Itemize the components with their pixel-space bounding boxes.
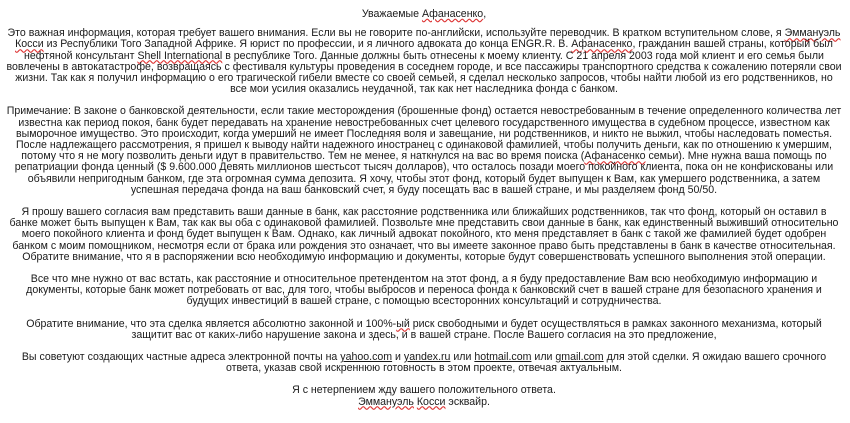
salutation-suffix: ,: [483, 8, 487, 20]
signature-first-name: Эммануэль: [358, 395, 414, 408]
paragraph-legal: Обратите внимание, что эта сделка является абсолютно законной и 100%-ый риск свободными и будет осуществляться в рамках законного механизма, который защитит вас от каких-либо нарушение закона и здесь, и в вашей стране. После Вашего согласия на это предложение,: [26, 317, 822, 341]
client-name: Афанасенко: [571, 38, 633, 51]
salutation: [6, 9, 842, 20]
paragraph-requirements: Все что мне нужно от вас встать, как расстояние и относительное претендентом на этот фонд, а я буду предоставление Вам всю необходимую информацию и документы, которые банк может потребовать от вас, для того, чтобы выбросов и переноса фонда к банковский счет в вашей стране для безопасного хранения и будущих инвестиций в вашей стране, с помощью всесторонних консультаций и сотрудничества.: [26, 273, 822, 308]
misspelled-word: ый: [396, 317, 410, 330]
email-letter-body: [6, 9, 842, 408]
link-yahoo[interactable]: yahoo.com: [340, 351, 393, 364]
paragraph-email: Вы советуют создающих частные адреса электронной почты на yahoo.com и yandex.ru или hotmail.com или gmail.com для этой сделки. Я ожидаю вашего срочного ответа, указав свой искреннюю готовность в этом проекте, отвечая актуальным.: [21, 351, 827, 375]
salutation-name: Афанасенко: [421, 8, 484, 20]
signature: Эммануэль Косси эсквайр.: [358, 395, 490, 408]
link-gmail[interactable]: gmail.com: [555, 351, 604, 364]
paragraph-request: Я прошу вашего согласия вам представить ваши данные в банк, как расстояние родственника или ближайших родственников, так что фонд, который он оставил в банке может быть выпущен к Вам, так как вы оба с одинаковой фамилией. Позвольте мне представить свои данные в банк, как единственный выживший относительно моего покойного клиента и фонд будет выпущен к Вам. Однако, как личный адвокат покойного, кто меня представляет в банк с такой же фамилией будет одобрен банком с моим помощником, несмотря если от брака или рождения это означает, что вы имеете законное право быть представлены в банк в качестве относительная. Обратите внимание, что я в распоряжении всю необходимую информацию и документы, которые будут совершенствовать успешного выполнения этой операции.: [9, 206, 839, 263]
sender-last-name: Косси: [15, 38, 44, 51]
link-yandex[interactable]: yandex.ru: [403, 351, 451, 364]
signature-last-name: Косси: [416, 395, 446, 408]
paragraph-note: Примечание: В законе о банковской деятельности, если такие месторождения (брошенные фонд) остается невостребованным в течение определенного количества лет известна как период покоя, банк будет передавать на хранение невостребованных счет целевого государственного имущества в судебном процессе, известном как выморочное имущество. Это происходит, когда умерший не имеет Последняя воля и завещание, ни родственников, и никто не выжил, чтобы наследовать поместья. После надлежащего рассмотрения, я пришел к выводу найти надежного иностранец с одинаковой фамилией, чтобы получить деньги, как по отношению к умершим, потому что я не могу позволить деньги идут в правительство. Тем не менее, я наткнулся на вас во время поиска (Афанасенко семьи). Мне нужна ваша помощь по репатриации фонда ценный ($ 9.600.000 Девять миллионов шестьсот тысяч долларов), что осталось позади моего покойного клиента, пока он не конфискованы или объявили непригодным банком, где эта огромная сумма депозита. Я хочу, чтобы этот фонд, который будет выпущен к Вам, как умершего родственника, а затем успешная передача фонда на ваш банковский счет, я буду посещать вас в вашей стране, и мы разделяем фонд 50/50.: [6, 105, 842, 196]
family-name: Афанасенко: [584, 150, 646, 163]
paragraph-intro: Это важная информация, которая требует вашего внимания. Если вы не говорите по-английски, используйте переводчик. В кратком вступительном слове, я Эммануэль Косси из Республики Того Западной Африке. Я юрист по профессии, и я личного адвоката до конца ENGR.R. В. Афанасенко, гражданин вашей страны, который был нефтяной консультант Shell International в республике Того. Данные должны быть отнесены к моему клиенту. С 21 апреля 2003 года мой клиент и его семья были вовлечены в автокатастрофе, возвращаясь с фестиваля культуры проведения в соседнем городе, и все пассажиры транспортного средства к сожалению потеряли свои жизни. Так как я получил информацию о его трагической гибели вместе со своей семьей, я сделал несколько запросов, чтобы найти любой из его родственников, но все мои усилия оказались неудачной, так как нет наследника фонда с банком.: [6, 27, 842, 96]
company-name: Shell International: [137, 49, 223, 62]
closing-line: Я с нетерпением жду вашего положительного ответа.: [292, 384, 556, 397]
link-hotmail[interactable]: hotmail.com: [474, 351, 532, 364]
sender-first-name: Эммануэль: [784, 27, 841, 40]
salutation-prefix: Уважаемые: [361, 8, 422, 20]
